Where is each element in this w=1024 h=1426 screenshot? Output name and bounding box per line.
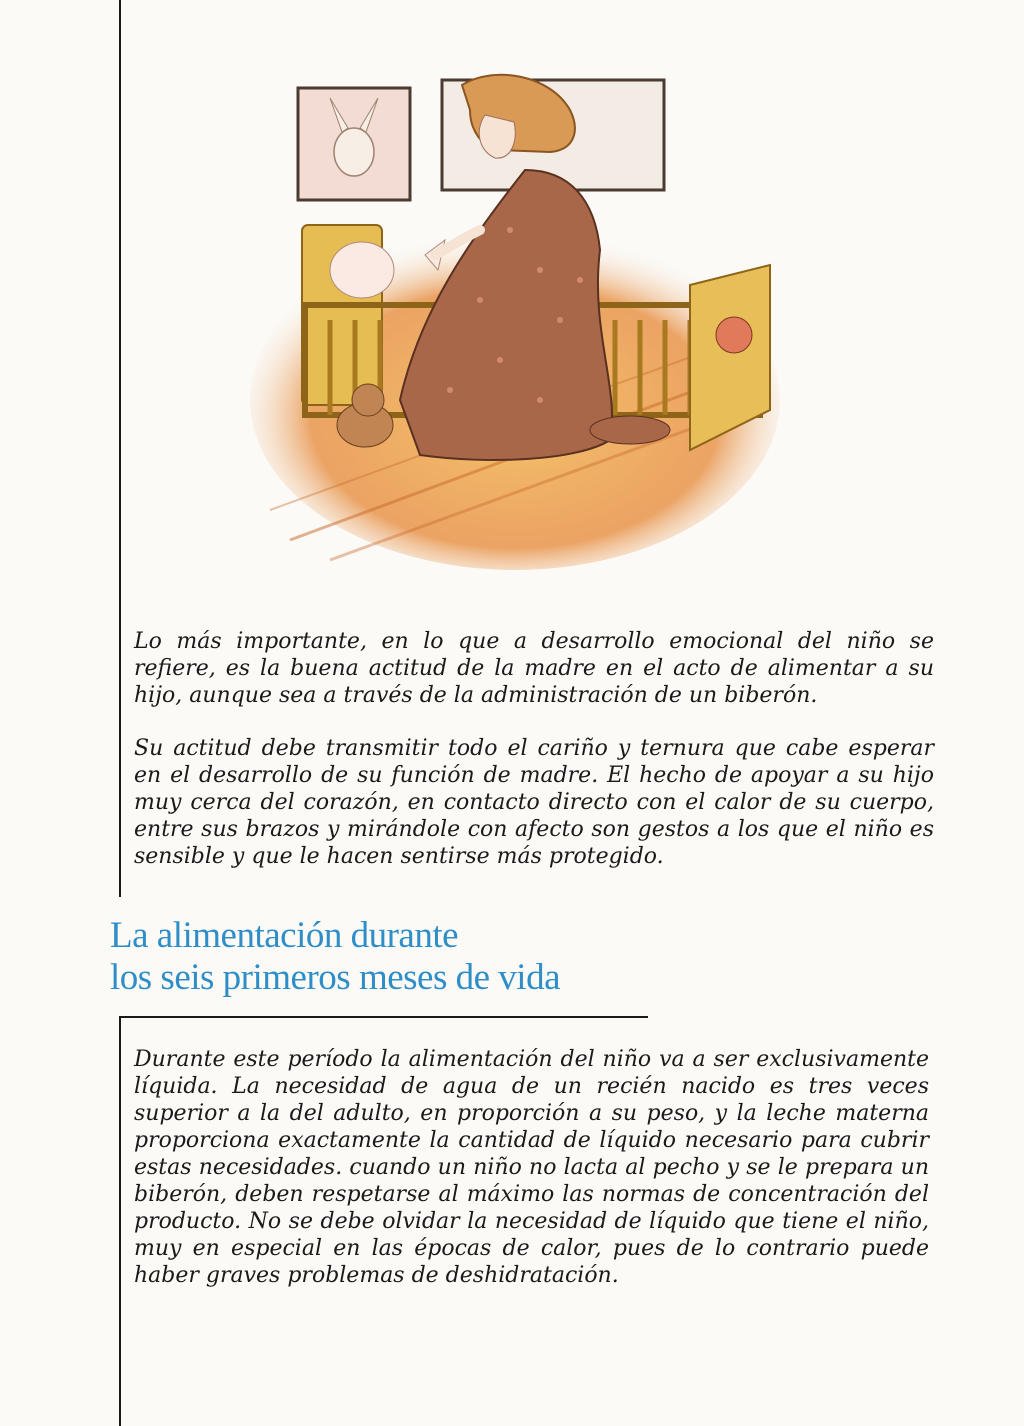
section-heading	[110, 915, 670, 999]
attitude-paragraph: Su actitud debe transmitir todo el cariño y ternura que cabe esperar en el desarrollo de su función de madre. El hecho de apoyar a su hijo muy cerca del corazón, en contacto directo con el calor de su cuerpo, entre sus brazos y mirándole con afecto son gestos a los que el niño es sensible y que le hacen sentirse más protegido.	[134, 736, 934, 869]
section-divider-rule	[119, 1016, 648, 1018]
mother-crib-illustration	[250, 70, 780, 570]
section-heading-line-2: los seis primeros meses de vida	[110, 957, 560, 998]
left-margin-rule-bottom	[119, 1016, 121, 1426]
feeding-paragraph: Durante este período la alimentación del niño va a ser exclusivamente líquida. La necesidad de agua de un recién nacido es tres veces superior a la del adulto, en proporción a su peso, y la leche materna proporciona exactamente la cantidad de líquido necesario para cubrir estas necesidades. cuando un niño no lacta al pecho y se le prepara un biberón, deben respetarse al máximo las normas de concentración del producto. No se debe olvidar la necesidad de líquido que tiene el niño, muy en especial en las épocas de calor, pues de lo contrario puede haber graves problemas de deshidratación.	[134, 1047, 929, 1288]
section-heading-line-1: La alimentación durante	[110, 915, 459, 956]
left-margin-rule-top	[119, 0, 121, 897]
intro-paragraph: Lo más importante, en lo que a desarrollo emocional del niño se refiere, es la buena actitud de la madre en el acto de alimentar a su hijo, aunque sea a través de la administración de un biberón.	[134, 629, 934, 708]
